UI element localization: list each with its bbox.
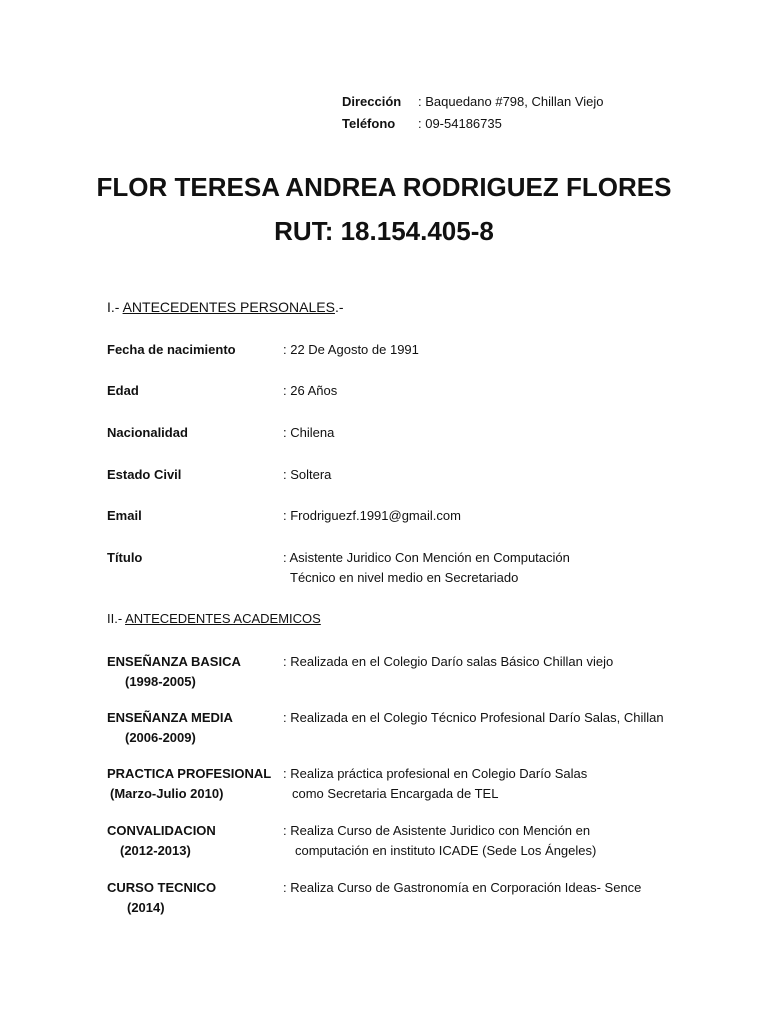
personal-label: Email [107,508,142,523]
personal-value: : 22 De Agosto de 1991 [283,342,419,357]
section-personal-heading [107,299,344,315]
academic-label: PRACTICA PROFESIONAL [107,766,272,781]
academic-value: : Realiza práctica profesional en Colegio Darío Salas [283,766,588,781]
telefono-label: Teléfono [342,116,396,131]
academic-value: : Realiza Curso de Gastronomía en Corporación Ideas- Sence [283,880,642,895]
academic-value-line2: como Secretaria Encargada de TEL [292,786,499,801]
direccion-label: Dirección [342,94,402,109]
academic-value: : Realizada en el Colegio Darío salas Básico Chillan viejo [283,654,614,669]
section-academic-heading [107,611,321,626]
academic-label: CURSO TECNICO [107,880,217,895]
academic-value: : Realizada en el Colegio Técnico Profesional Darío Salas, Chillan [283,710,664,725]
academic-years: (2014) [127,900,165,915]
personal-label: Título [107,550,143,565]
personal-value: : Soltera [283,467,332,482]
section-personal-suffix: .- [334,299,344,315]
personal-label: Estado Civil [107,467,182,482]
academic-label: ENSEÑANZA BASICA [107,654,241,669]
academic-value-line2: computación en instituto ICADE (Sede Los Ángeles) [295,843,597,858]
personal-label: Fecha de nacimiento [107,342,236,357]
personal-value: : 26 Años [283,383,338,398]
academic-years: (2006-2009) [125,730,196,745]
academic-value: : Realiza Curso de Asistente Juridico con Mención en [283,823,591,838]
personal-label: Nacionalidad [107,425,188,440]
section-academic-title: ANTECEDENTES ACADEMICOS [125,611,321,626]
section-personal-title: ANTECEDENTES PERSONALES [122,299,335,315]
direccion-value: : Baquedano #798, Chillan Viejo [418,94,604,109]
personal-value: : Asistente Juridico Con Mención en Computación [283,550,570,565]
academic-years: (1998-2005) [125,674,196,689]
telefono-value: : 09-54186735 [418,116,502,131]
personal-value: : Frodriguezf.1991@gmail.com [283,508,461,523]
academic-years: (Marzo-Julio 2010) [110,786,224,801]
personal-label: Edad [107,383,139,398]
academic-years: (2012-2013) [120,843,191,858]
personal-value: : Chilena [283,425,335,440]
rut: RUT: 18.154.405-8 [274,216,494,246]
person-name: FLOR TERESA ANDREA RODRIGUEZ FLORES [96,172,672,202]
section-academic-prefix: II.- [107,611,126,626]
academic-label: CONVALIDACION [107,823,216,838]
personal-value-line2: Técnico en nivel medio en Secretariado [290,570,519,585]
section-personal-prefix: I.- [107,299,123,315]
academic-label: ENSEÑANZA MEDIA [107,710,233,725]
